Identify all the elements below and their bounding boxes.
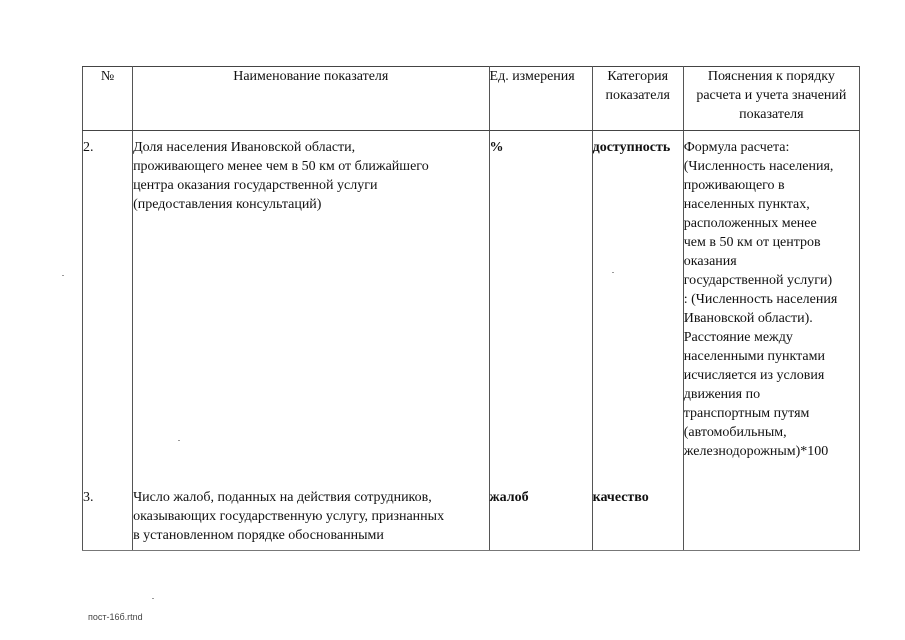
table-row bbox=[83, 480, 860, 551]
row-number: 3. bbox=[83, 480, 133, 551]
row-notes bbox=[683, 480, 859, 551]
text-line: исчисляется из условия bbox=[683, 368, 825, 383]
row-indicator-name bbox=[133, 131, 489, 481]
text-line: государственной услуги) bbox=[683, 273, 833, 288]
header-category bbox=[592, 67, 683, 131]
text-line: проживающего менее чем в 50 км от ближайшего bbox=[133, 159, 429, 174]
text-line: : (Численность населения bbox=[683, 292, 838, 307]
header-notes bbox=[683, 67, 859, 131]
indicators-table bbox=[82, 66, 860, 551]
row-notes bbox=[683, 131, 859, 481]
row-unit: % bbox=[489, 131, 592, 481]
text-line: проживающего в bbox=[683, 178, 785, 193]
header-category-line: показателя bbox=[605, 88, 670, 103]
scan-speck bbox=[612, 272, 614, 273]
text-line: движения по bbox=[683, 387, 761, 402]
text-line: железнодорожным)*100 bbox=[683, 444, 829, 459]
text-line: Доля населения Ивановской области, bbox=[133, 140, 356, 155]
header-unit: Ед. измерения bbox=[489, 67, 592, 131]
header-notes-line: Пояснения к порядку bbox=[707, 69, 835, 84]
table-header-row bbox=[83, 67, 860, 131]
header-notes-line: расчета и учета значений bbox=[696, 88, 847, 103]
text-line: населенными пунктами bbox=[683, 349, 825, 364]
header-indicator-name: Наименование показателя bbox=[133, 67, 489, 131]
text-line: оказания bbox=[683, 254, 737, 269]
text-line: расположенных менее bbox=[683, 216, 817, 231]
text-line: населенных пунктах, bbox=[683, 197, 810, 212]
row-number: 2. bbox=[83, 131, 133, 481]
row-category: качество bbox=[592, 480, 683, 551]
text-line: (Численность населения, bbox=[683, 159, 834, 174]
scan-speck bbox=[152, 598, 154, 599]
footer-filename: пост-16б.rtnd bbox=[88, 612, 143, 622]
table-row bbox=[83, 131, 860, 481]
text-line: (автомобильным, bbox=[683, 425, 787, 440]
text-line: чем в 50 км от центров bbox=[683, 235, 821, 250]
text-line: (предоставления консультаций) bbox=[133, 197, 322, 212]
row-category: доступность bbox=[592, 131, 683, 481]
scan-speck bbox=[62, 275, 64, 276]
text-line: оказывающих государственную услугу, признанных bbox=[133, 509, 445, 524]
header-notes-line: показателя bbox=[739, 107, 804, 122]
row-unit: жалоб bbox=[489, 480, 592, 551]
text-line: Формула расчета: bbox=[683, 140, 790, 155]
text-line: Расстояние между bbox=[683, 330, 793, 345]
header-category-line: Категория bbox=[607, 69, 669, 84]
header-number: № bbox=[83, 67, 133, 131]
text-line: Ивановской области). bbox=[683, 311, 813, 326]
scan-speck bbox=[178, 440, 180, 441]
text-line: в установленном порядке обоснованными bbox=[133, 528, 384, 543]
text-line: транспортным путям bbox=[683, 406, 810, 421]
text-line: Число жалоб, поданных на действия сотрудников, bbox=[133, 490, 432, 505]
row-indicator-name bbox=[133, 480, 489, 551]
text-line: центра оказания государственной услуги bbox=[133, 178, 378, 193]
